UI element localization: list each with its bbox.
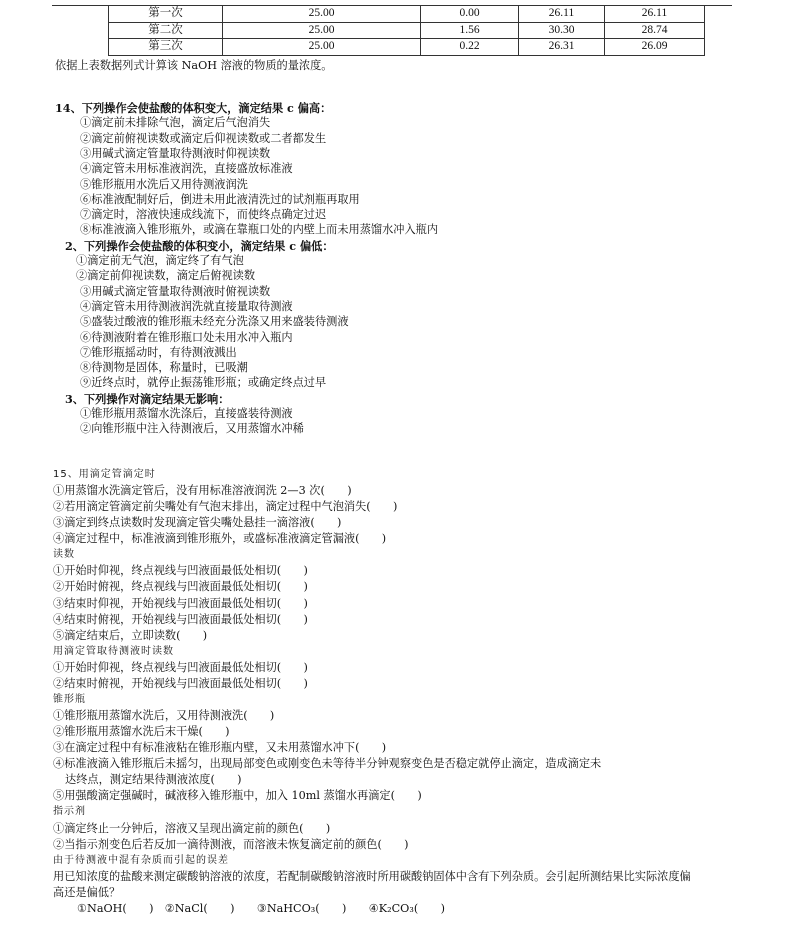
question-item: ②开始时俯视，终点视线与凹液面最低处相切( ) xyxy=(53,580,308,594)
section-heading: 用滴定管取待测液时读数 xyxy=(53,645,174,657)
table-caption: 依据上表数据列式计算该 NaOH 溶液的物质的量浓度。 xyxy=(55,59,333,72)
table-cell: 第一次 xyxy=(109,6,223,23)
table-cell: 26.09 xyxy=(605,39,705,56)
section-heading: 3、下列操作对滴定结果无影响： xyxy=(65,391,230,406)
question-item: ②若用滴定管滴定前尖嘴处有气泡末排出，滴定过程中气泡消失( ) xyxy=(53,500,398,514)
table-row xyxy=(109,22,705,39)
question-item: ①滴定终止一分钟后，溶液又呈现出滴定前的颜色( ) xyxy=(53,821,331,835)
section-heading: 由于待测液中混有杂质而引起的误差 xyxy=(53,854,229,866)
table-cell: 28.74 xyxy=(605,22,705,39)
table-cell: 25.00 xyxy=(223,6,421,23)
question-item: ⑦锥形瓶摇动时，有待测液溅出 xyxy=(80,345,237,359)
question-item: ②滴定前俯视读数或滴定后仰视读数或二者都发生 xyxy=(80,131,327,145)
titration-data-table xyxy=(108,5,705,56)
question-item: ④滴定过程中，标准液滴到锥形瓶外，或盛标准液滴定管漏液( ) xyxy=(53,532,387,546)
table-cell: 1.56 xyxy=(421,22,519,39)
question-item: ⑦滴定时，溶液快速成线流下，而使终点确定过迟 xyxy=(80,208,327,222)
question-item: 高还是偏低？ xyxy=(53,885,121,899)
table-cell: 第三次 xyxy=(109,39,223,56)
question-item: ③结束时仰视，开始视线与凹液面最低处相切( ) xyxy=(53,596,308,610)
question-item: ③滴定到终点读数时发现滴定管尖嘴处悬挂一滴溶液( ) xyxy=(53,516,342,530)
section-heading: 读数 xyxy=(53,549,75,561)
question-item: ⑥标准液配制好后，倒进未用此液清洗过的试剂瓶再取用 xyxy=(80,192,360,206)
question-item: ⑧待测物是固体，称量时，已吸潮 xyxy=(80,361,248,375)
table-cell: 30.30 xyxy=(519,22,605,39)
question-item: ③在滴定过程中有标准液粘在锥形瓶内壁，又未用蒸馏水冲下( ) xyxy=(53,741,387,755)
question-item: ①NaOH( ) ②NaCl( ) ③NaHCO₃( ) ④K₂CO₃( ) xyxy=(77,901,445,915)
question-item: 达终点，测定结果待测液浓度( ) xyxy=(65,773,242,787)
table-cell: 25.00 xyxy=(223,22,421,39)
question-item: ⑤锥形瓶用水洗后又用待测液润洗 xyxy=(80,177,248,191)
question-item: 用已知浓度的盐酸来测定碳酸钠溶液的浓度，若配制碳酸钠溶液时所用碳酸钠固体中含有下列杂质。会引起所测结果比实际浓度偏 xyxy=(53,869,691,883)
table-cell: 25.00 xyxy=(223,39,421,56)
table-cell: 26.11 xyxy=(519,6,605,23)
question-item: ④滴定管未用标准液润洗，直接盛放标准液 xyxy=(80,162,293,176)
question-item: ④标准液滴入锥形瓶后未摇匀，出现局部变色或刚变色未等待半分钟观察变色是否稳定就停止滴定，造成滴定未 xyxy=(53,757,602,771)
question-item: ①滴定前未排除气泡，滴定后气泡消失 xyxy=(80,116,271,130)
question-item: ⑥待测液附着在锥形瓶口处未用水冲入瓶内 xyxy=(80,330,293,344)
table-cell: 26.11 xyxy=(605,6,705,23)
question-item: ④结束时俯视，开始视线与凹液面最低处相切( ) xyxy=(53,612,308,626)
question-item: ①开始时仰视，终点视线与凹液面最低处相切( ) xyxy=(53,660,308,674)
section-heading: 14、下列操作会使盐酸的体积变大，滴定结果 c 偏高： xyxy=(55,101,332,115)
section-heading: 锥形瓶 xyxy=(53,693,86,705)
table-cell: 0.22 xyxy=(421,39,519,56)
table-cell: 第二次 xyxy=(109,22,223,39)
question-item: ②锥形瓶用蒸馏水洗后末干燥( ) xyxy=(53,725,230,739)
question-item: ⑤滴定结束后，立即读数( ) xyxy=(53,628,208,642)
question-item: ①锥形瓶用蒸馏水洗涤后，直接盛装待测液 xyxy=(80,407,293,420)
question-item: ②当指示剂变色后若反加一滴待测液，而溶液未恢复滴定前的颜色( ) xyxy=(53,837,409,851)
question-item: ②向锥形瓶中注入待测液后，又用蒸馏水冲稀 xyxy=(80,422,304,436)
question-item: ①滴定前无气泡，滴定终了有气泡 xyxy=(76,254,244,267)
section-heading: 2、下列操作会使盐酸的体积变小，滴定结果 c 偏低： xyxy=(65,238,334,253)
question-item: ①用蒸馏水洗滴定管后，没有用标准溶液润洗 2—3 次( ) xyxy=(53,484,352,498)
question-item: ③用碱式滴定管量取待测液时俯视读数 xyxy=(80,284,271,298)
question-item: ①锥形瓶用蒸馏水洗后，又用待测液洗( ) xyxy=(53,709,275,723)
table-cell: 26.31 xyxy=(519,39,605,56)
table-row xyxy=(109,39,705,56)
table-row xyxy=(109,6,705,23)
question-item: ⑧标准液滴入锥形瓶外，或滴在靠瓶口处的内壁上而未用蒸馏水冲入瓶内 xyxy=(80,223,439,237)
question-item: ①开始时仰视，终点视线与凹液面最低处相切( ) xyxy=(53,564,308,578)
question-item: ②结束时俯视，开始视线与凹液面最低处相切( ) xyxy=(53,676,308,690)
question-item: ⑤用强酸滴定强碱时，碱液移入锥形瓶中，加入 10ml 蒸馏水再滴定( ) xyxy=(53,789,422,803)
question-item: ⑨近终点时，就停止振荡锥形瓶；或确定终点过早 xyxy=(80,376,327,390)
section-heading: 指示剂 xyxy=(53,806,86,818)
table-cell: 0.00 xyxy=(421,6,519,23)
question-item: ③用碱式滴定管量取待测液时仰视读数 xyxy=(80,146,271,160)
question-item: ②滴定前仰视读数，滴定后俯视读数 xyxy=(76,269,256,283)
question-item: ④滴定管未用待测液润洗就直接量取待测液 xyxy=(80,299,293,313)
section-heading: 15、用滴定管滴定时 xyxy=(53,469,156,480)
question-item: ⑤盛装过酸液的锥形瓶未经充分洗涤又用来盛装待测液 xyxy=(80,315,349,329)
